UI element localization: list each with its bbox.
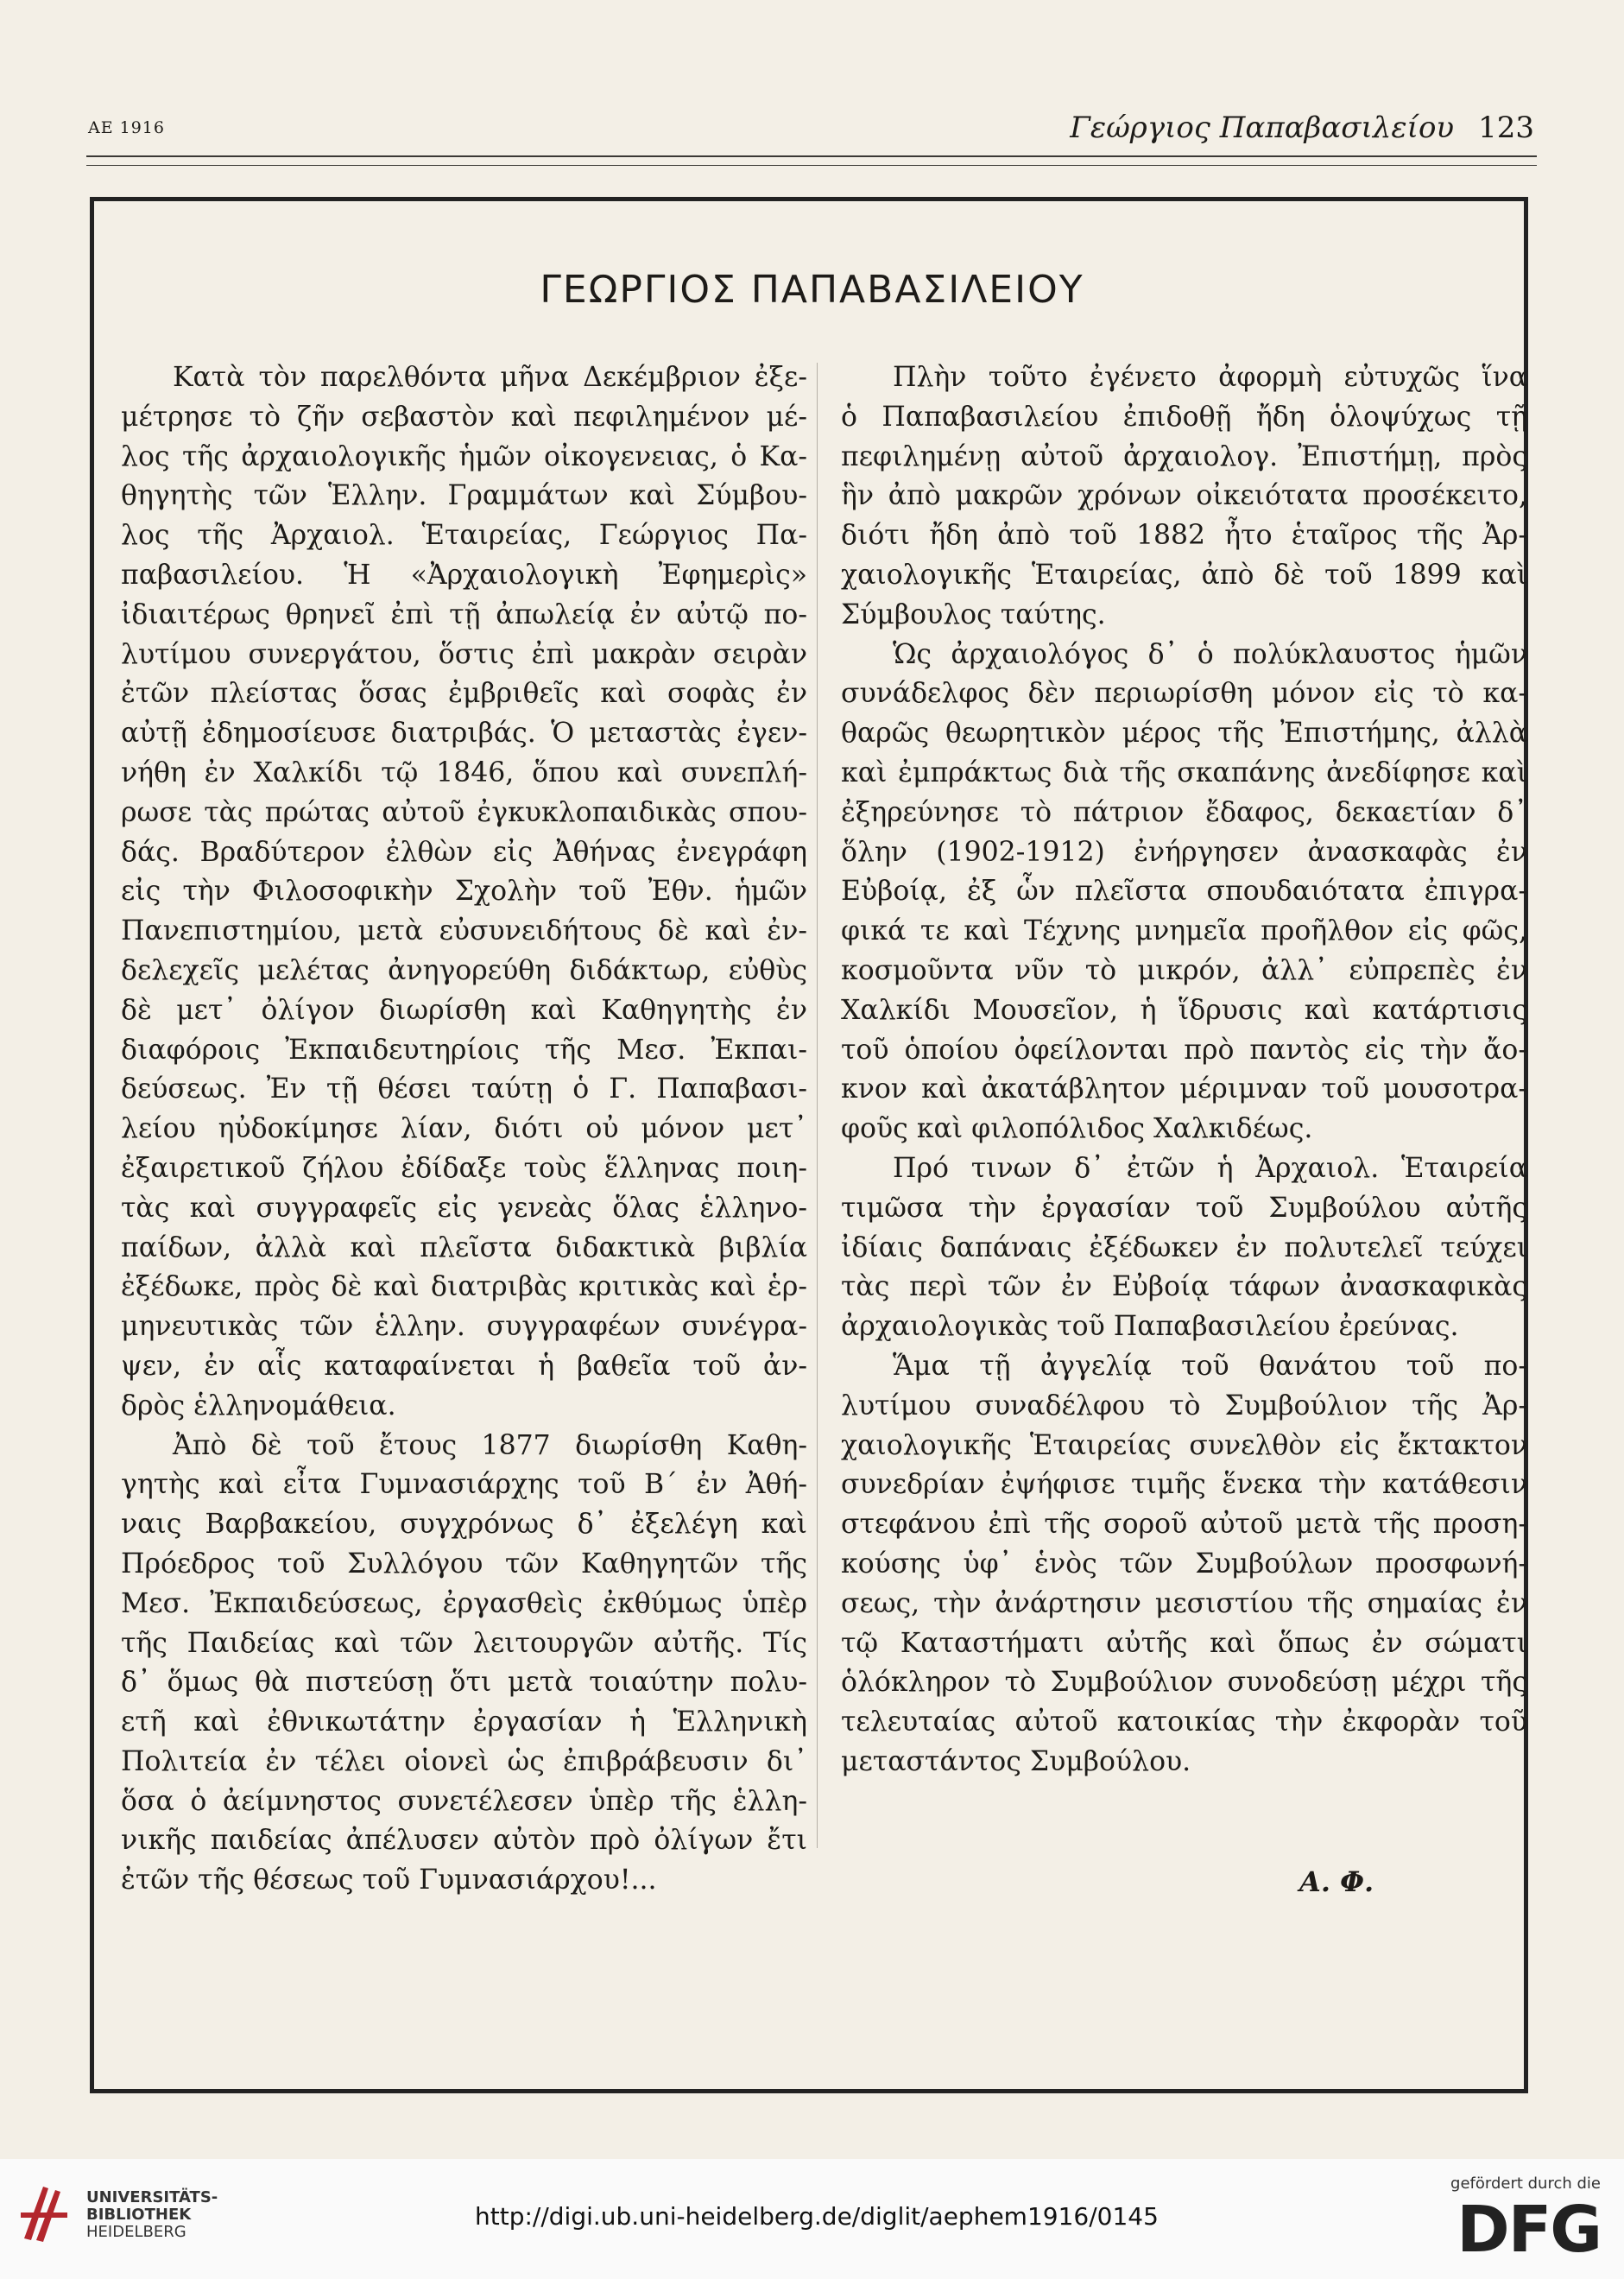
text-line: φικά τε καὶ Τέχνης μνημεῖα προῆλθον εἰς φῶς, <box>841 915 1527 947</box>
text-line: τὰς καὶ συγγραφεῖς εἰς γενεὰς ὅλας ἑλληνο- <box>121 1192 807 1224</box>
text-line: λυτίμου συνεργάτου, ὅστις ἐπὶ μακρὰν σειρὰν <box>121 638 807 670</box>
running-header-title: Γεώργιος Παπαβασιλείου <box>1070 111 1455 145</box>
text-line: ψεν, ἐν αἷς καταφαίνεται ἡ βαθεῖα τοῦ ἀν- <box>121 1350 807 1382</box>
text-line: ἰδίαις δαπάναις ἐξέδωκεν ἐν πολυτελεῖ τεύχει <box>841 1231 1527 1263</box>
text-line: γητὴς καὶ εἶτα Γυμνασιάρχης τοῦ Β´ ἐν Ἀθή- <box>121 1469 807 1501</box>
text-line: κούσης ὑφ᾽ ἑνὸς τῶν Συμβούλων προσφωνή- <box>841 1548 1527 1579</box>
text-line: δελεχεῖς μελέτας ἀνηγορεύθη διδάκτωρ, εὐθὺς <box>121 954 807 986</box>
text-line: λυτίμου συναδέλφου τὸ Συμβούλιον τῆς Ἀρ- <box>841 1390 1527 1421</box>
text-line: διαφόροις Ἐκπαιδευτηρίοις τῆς Μεσ. Ἐκπαι- <box>121 1034 807 1066</box>
text-line: ἣν ἀπὸ μακρῶν χρόνων οἰκειότατα προσέκειτο, <box>841 480 1527 512</box>
column-divider <box>817 363 818 1848</box>
text-line: τῆς Παιδείας καὶ τῶν λειτουργῶν αὐτῆς. Τίς <box>121 1627 807 1659</box>
funding-label: gefördert durch die <box>1450 2175 1601 2193</box>
text-line: λος τῆς Ἀρχαιολ. Ἑταιρείας, Γεώργιος Πα- <box>121 520 807 552</box>
text-line: φοῦς καὶ φιλοπόλιδος Χαλκιδέως. <box>841 1113 1313 1145</box>
footer-bar <box>0 2159 1624 2279</box>
header-rule <box>86 155 1537 157</box>
page-number: 123 <box>1478 111 1534 145</box>
text-line: κνον καὶ ἀκατάβλητον μέριμναν τοῦ μουσοτρα- <box>841 1073 1527 1105</box>
text-line: τὰς περὶ τῶν ἐν Εὐβοίᾳ τάφων ἀνασκαφικὰς <box>841 1271 1527 1303</box>
running-header-right <box>1070 111 1534 145</box>
text-line: πεφιλημένῃ αὐτοῦ ἀρχαιολογ. Ἐπιστήμῃ, πρὸς <box>841 440 1527 472</box>
text-line: Μεσ. Ἐκπαιδεύσεως, ἐργασθεὶς ἐκθύμως ὑπὲρ <box>121 1587 807 1619</box>
library-line-3: HEIDELBERG <box>86 2223 186 2241</box>
signature: Α. Φ. <box>1299 1865 1374 1898</box>
text-line: παίδων, ἀλλὰ καὶ πλεῖστα διδακτικὰ βιβλία <box>121 1231 807 1263</box>
library-name <box>86 2189 218 2241</box>
text-line: μέτρησε τὸ ζῆν σεβαστὸν καὶ πεφιλημένον μέ- <box>121 401 807 433</box>
library-line-1: UNIVERSITÄTS- <box>86 2188 218 2206</box>
text-line: Πλὴν τοῦτο ἐγένετο ἀφορμὴ εὐτυχῶς ἵνα <box>893 362 1527 393</box>
text-line: τελευταίας αὐτοῦ κατοικίας τὴν ἐκφορὰν τοῦ <box>841 1706 1527 1738</box>
text-line: σεως, τὴν ἀνάρτησιν μεσιστίου τῆς σημαίας ἐν <box>841 1587 1527 1619</box>
text-line: ἐξηρεύνησε τὸ πάτριον ἔδαφος, δεκαετίαν δ᾽ <box>841 796 1527 828</box>
text-line: καὶ ἐμπράκτως διὰ τῆς σκαπάνης ἀνεδίφησε καὶ <box>841 757 1527 788</box>
text-line: Χαλκίδι Μουσεῖον, ἡ ἵδρυσις καὶ κατάρτισις <box>841 994 1527 1026</box>
text-line: Πολιτεία ἐν τέλει οἱονεὶ ὡς ἐπιβράβευσιν δι᾽ <box>121 1745 807 1777</box>
text-line: μηνευτικὰς τῶν ἑλλην. συγγραφέων συνέγρα- <box>121 1311 807 1343</box>
text-line: Κατὰ τὸν παρελθόντα μῆνα Δεκέμβριον ἐξε- <box>173 362 807 393</box>
header-rule-thin <box>86 165 1537 166</box>
text-line: Πανεπιστημίου, μετὰ εὐσυνειδήτους δὲ καὶ ἐν- <box>121 915 807 947</box>
text-line: τιμῶσα τὴν ἐργασίαν τοῦ Συμβούλου αὐτῆς <box>841 1192 1527 1224</box>
text-line: ἐξαιρετικοῦ ζήλου ἐδίδαξε τοὺς ἕλληνας ποιη- <box>121 1152 807 1184</box>
text-line: Πρό τινων δ᾽ ἐτῶν ἡ Ἀρχαιολ. Ἑταιρεία <box>893 1152 1527 1184</box>
text-line: λος τῆς ἀρχαιολογικῆς ἡμῶν οἰκογενειας, ὁ Κα- <box>121 440 807 472</box>
text-line: Ὡς ἀρχαιολόγος δ᾽ ὁ πολύκλαυστος ἡμῶν <box>893 638 1527 670</box>
text-line: κοσμοῦντα νῦν τὸ μικρόν, ἀλλ᾽ εὐπρεπὲς ἐν <box>841 954 1527 986</box>
text-line: θαρῶς θεωρητικὸν μέρος τῆς Ἐπιστήμης, ἀλλὰ <box>841 718 1527 750</box>
text-line: Ἅμα τῇ ἀγγελίᾳ τοῦ θανάτου τοῦ πο- <box>893 1350 1527 1382</box>
text-line: Ἀπὸ δὲ τοῦ ἔτους 1877 διωρίσθη Καθη- <box>173 1429 807 1461</box>
text-line: τῷ Καταστήματι αὐτῆς καὶ ὅπως ἐν σώματι <box>841 1627 1527 1659</box>
text-line: νήθη ἐν Χαλκίδι τῷ 1846, ὅπου καὶ συνεπλή- <box>121 757 807 788</box>
text-line: ὅλην (1902-1912) ἐνήργησεν ἀνασκαφὰς ἐν <box>841 836 1527 868</box>
text-line: ρωσε τὰς πρώτας αὐτοῦ ἐγκυκλοπαιδικὰς σπου- <box>121 796 807 828</box>
text-line: ἐτῶν πλείστας ὅσας ἐμβριθεῖς καὶ σοφὰς ἐν <box>121 678 807 710</box>
text-line: ετῆ καὶ ἐθνικωτάτην ἐργασίαν ἡ Ἑλληνικὴ <box>121 1706 807 1738</box>
source-url-link[interactable]: http://digi.ub.uni-heidelberg.de/diglit/aephem1916/0145 <box>475 2202 1159 2231</box>
text-line: ἐξέδωκε, πρὸς δὲ καὶ διατριβὰς κριτικὰς καὶ ἑρ- <box>121 1271 807 1303</box>
text-line: τοῦ ὁποίου ὀφείλονται πρὸ παντὸς εἰς τὴν ἄο- <box>841 1034 1527 1066</box>
text-line: μεταστάντος Συμβούλου. <box>841 1745 1191 1777</box>
text-line: διότι ἤδη ἀπὸ τοῦ 1882 ἦτο ἑταῖρος τῆς Ἀρ- <box>841 520 1527 552</box>
text-line: δ᾽ ὅμως θὰ πιστεύσῃ ὅτι μετὰ τοιαύτην πολυ- <box>121 1667 807 1699</box>
text-line: λείου ηὐδοκίμησε λίαν, διότι οὐ μόνον μετ᾽ <box>121 1113 807 1145</box>
text-line: χαιολογικῆς Ἑταιρείας, ἀπὸ δὲ τοῦ 1899 καὶ <box>841 559 1527 591</box>
text-line: συνεδρίαν ἐψήφισε τιμῆς ἕνεκα τὴν κατάθεσιν <box>841 1469 1527 1501</box>
text-line: δρὸς ἑλληνομάθεια. <box>121 1390 396 1421</box>
text-line: ὁλόκληρον τὸ Συμβούλιον συνοδεύσῃ μέχρι τῆς <box>841 1667 1527 1699</box>
text-line: δεύσεως. Ἐν τῇ θέσει ταύτῃ ὁ Γ. Παπαβασι- <box>121 1073 807 1105</box>
text-line: Σύμβουλος ταύτης. <box>841 598 1106 630</box>
obituary-title: ΓΕΩΡΓΙΟΣ ΠΑΠΑΒΑΣΙΛΕΙΟΥ <box>540 268 1084 312</box>
left-column <box>121 358 807 1901</box>
text-line: ὅσα ὁ ἀείμνηστος συνετέλεσεν ὑπὲρ τῆς ἑλλη- <box>121 1785 807 1817</box>
dfg-logo: DFG <box>1457 2193 1601 2267</box>
text-line: νικῆς παιδείας ἀπέλυσεν αὐτὸν πρὸ ὀλίγων ἔτι <box>121 1825 807 1857</box>
library-logo-icon <box>17 2178 71 2247</box>
text-line: θηγητὴς τῶν Ἑλλην. Γραμμάτων καὶ Σύμβου- <box>121 480 807 512</box>
running-header-left: ΑΕ 1916 <box>88 118 165 137</box>
library-line-2: BIBLIOTHEK <box>86 2206 192 2224</box>
text-line: δὲ μετ᾽ ὀλίγον διωρίσθη καὶ Καθηγητὴς ἐν <box>121 994 807 1026</box>
text-line: ἰδιαιτέρως θρηνεῖ ἐπὶ τῇ ἀπωλείᾳ ἐν αὐτῷ πο- <box>121 598 807 630</box>
text-line: χαιολογικῆς Ἑταιρείας συνελθὸν εἰς ἔκτακτον <box>841 1429 1527 1461</box>
text-line: ἀρχαιολογικὰς τοῦ Παπαβασιλείου ἐρεύνας. <box>841 1311 1459 1343</box>
text-line: ναις Βαρβακείου, συγχρόνως δ᾽ ἐξελέγη καὶ <box>121 1509 807 1541</box>
text-line: παβασιλείου. Ἡ «Ἀρχαιολογικὴ Ἐφημερὶς» <box>121 559 807 591</box>
text-line: Εὐβοίᾳ, ἐξ ὧν πλεῖστα σπουδαιότατα ἐπιγρα- <box>841 876 1527 908</box>
text-line: Πρόεδρος τοῦ Συλλόγου τῶν Καθηγητῶν τῆς <box>121 1548 807 1579</box>
text-line: αὐτῇ ἐδημοσίευσε διατριβάς. Ὁ μεταστὰς ἐγεν- <box>121 718 807 750</box>
text-line: δάς. Βραδύτερον ἐλθὼν εἰς Ἀθήνας ἐνεγράφη <box>121 836 807 868</box>
right-column <box>841 358 1527 1782</box>
text-line: συνάδελφος δὲν περιωρίσθη μόνον εἰς τὸ κα- <box>841 678 1527 710</box>
text-line: ἐτῶν τῆς θέσεως τοῦ Γυμνασιάρχου!... <box>121 1864 657 1896</box>
text-line: ὁ Παπαβασιλείου ἐπιδοθῇ ἤδη ὁλοψύχως τῇ <box>841 401 1527 433</box>
text-line: στεφάνου ἐπὶ τῆς σοροῦ αὐτοῦ μετὰ τῆς προση- <box>841 1509 1527 1541</box>
text-line: εἰς τὴν Φιλοσοφικὴν Σχολὴν τοῦ Ἐθν. ἡμῶν <box>121 876 807 908</box>
